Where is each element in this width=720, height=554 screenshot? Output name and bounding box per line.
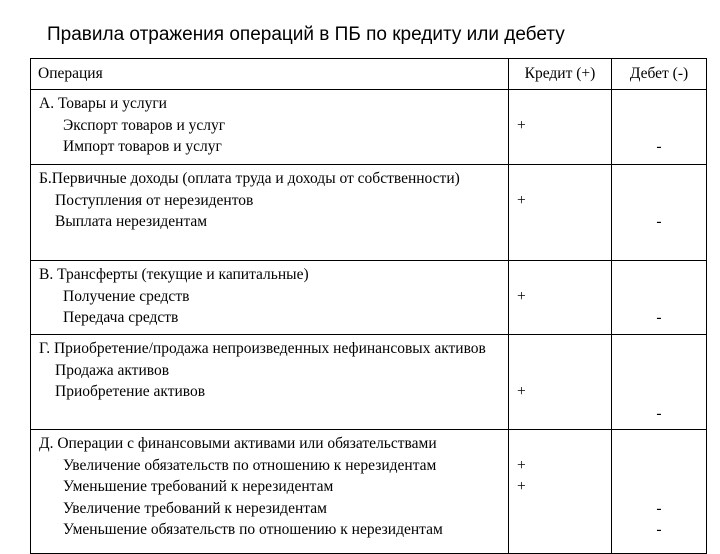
debit-mark: - (656, 309, 662, 327)
credit-cell (509, 261, 612, 335)
credit-cell (509, 335, 612, 430)
debit-cell (612, 90, 707, 165)
table-row (31, 335, 707, 430)
category-label: В. Трансферты (текущие и капитальные) (39, 266, 309, 283)
category-label: Г. Приобретение/продажа непроизведенных нефинансовых активов (39, 340, 486, 357)
table-row (31, 261, 707, 335)
header-operation: Операция (31, 59, 509, 90)
item-label: Экспорт товаров и услуг (63, 116, 226, 134)
category-label: А. Товары и услуги (39, 95, 167, 112)
operations-table (30, 58, 707, 554)
category-label: Б.Первичные доходы (оплата труда и доходы от собственности) (39, 170, 460, 187)
table-row (31, 430, 707, 554)
credit-mark: + (517, 478, 526, 496)
credit-mark: + (517, 456, 526, 474)
debit-cell (612, 165, 707, 261)
credit-cell (509, 165, 612, 261)
item-label: Выплата нерезидентам (55, 213, 208, 231)
operation-cell (31, 90, 509, 165)
item-label: Уменьшение требований к нерезидентам (63, 478, 334, 496)
operation-cell (31, 261, 509, 335)
debit-mark: - (656, 213, 662, 231)
operation-cell (31, 335, 509, 430)
debit-mark: - (656, 138, 662, 156)
item-label: Увеличение обязательств по отношению к нерезидентам (63, 456, 437, 474)
table-header-row (31, 59, 707, 90)
table-row (31, 165, 707, 261)
credit-mark: + (517, 287, 526, 305)
table-row (31, 90, 707, 165)
item-label: Поступления от нерезидентов (55, 191, 254, 209)
header-credit: Кредит (+) (509, 59, 612, 90)
header-debit: Дебет (-) (612, 59, 707, 90)
category-label: Д. Операции с финансовыми активами или обязательствами (39, 435, 437, 452)
credit-cell (509, 430, 612, 554)
credit-mark: + (517, 116, 526, 134)
operation-cell (31, 430, 509, 554)
item-label: Увеличение требований к нерезидентам (63, 499, 327, 517)
debit-mark: - (656, 404, 662, 422)
credit-mark: + (517, 191, 526, 209)
item-label: Импорт товаров и услуг (63, 138, 222, 156)
debit-mark: - (656, 499, 662, 517)
debit-mark: - (656, 521, 662, 539)
debit-cell (612, 335, 707, 430)
item-label: Получение средств (63, 287, 190, 305)
credit-cell (509, 90, 612, 165)
page-title: Правила отражения операций в ПБ по кредиту или дебету (47, 24, 565, 45)
item-label: Приобретение активов (55, 383, 206, 401)
item-label: Уменьшение обязательств по отношению к нерезидентам (63, 521, 443, 539)
operation-cell (31, 165, 509, 261)
item-label: Передача средств (63, 309, 179, 327)
item-label: Продажа активов (55, 361, 170, 379)
debit-cell (612, 430, 707, 554)
credit-mark: + (517, 383, 526, 401)
debit-cell (612, 261, 707, 335)
